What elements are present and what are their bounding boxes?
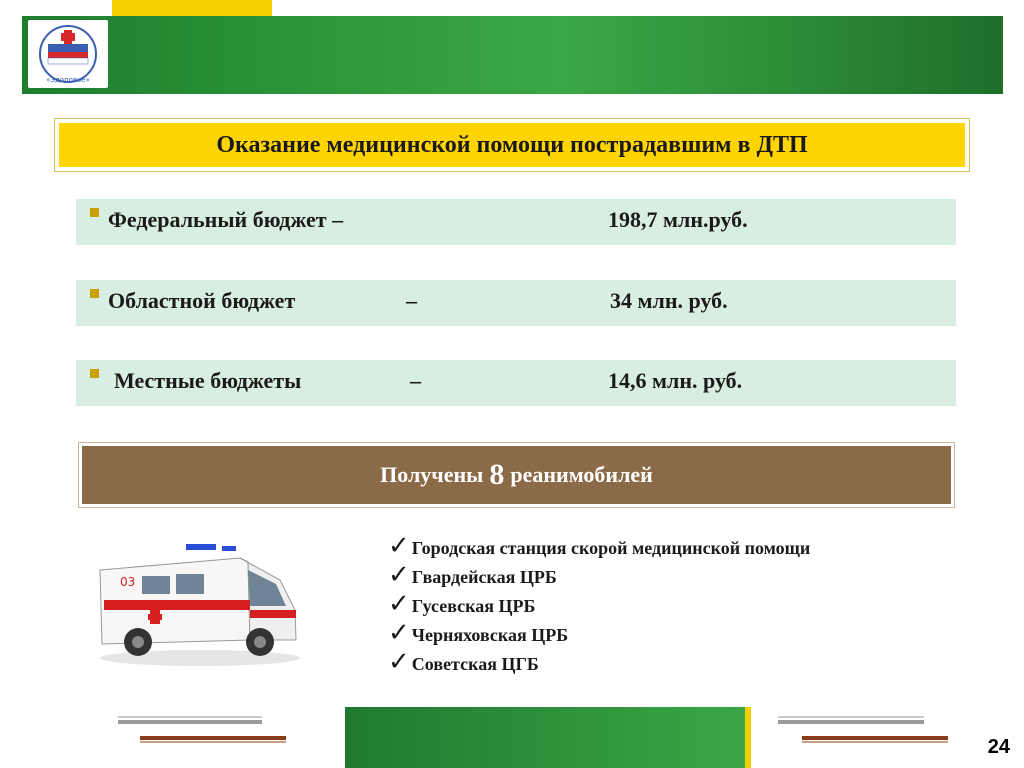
budget-dash: – (410, 368, 421, 393)
budget-amount: 14,6 млн. руб. (608, 368, 743, 393)
list-item: ✓ Черняховская ЦРБ (388, 618, 569, 648)
budget-amount: 198,7 млн.руб. (608, 207, 748, 232)
budget-label: Местные бюджеты (114, 368, 302, 393)
logo (28, 20, 108, 88)
list-item: ✓ Гвардейская ЦРБ (388, 560, 557, 590)
list-item: ✓ Городская станция скорой медицинской помощи (388, 531, 811, 561)
budget-row-federal (76, 199, 956, 245)
banner-number: 8 (489, 458, 505, 491)
page-title: Оказание медицинской помощи пострадавшим в ДТП (59, 123, 965, 167)
banner-prefix: Получены (380, 462, 484, 487)
check-icon: ✓ (388, 647, 410, 677)
budget-row-regional (76, 280, 956, 326)
banner-suffix: реанимобилей (510, 462, 653, 487)
footer-divider (802, 741, 948, 743)
number-plate-text: 03 (120, 575, 136, 589)
footer-divider (140, 741, 286, 743)
footer-divider (118, 720, 262, 724)
footer-divider (118, 716, 262, 718)
check-icon: ✓ (388, 618, 410, 648)
list-item: ✓ Гусевская ЦРБ (388, 589, 536, 619)
footer-divider (802, 736, 948, 740)
bullet-icon (90, 369, 99, 378)
ambulance-banner (78, 442, 955, 508)
bullet-icon (90, 289, 99, 298)
list-item: ✓ Советская ЦГБ (388, 647, 539, 677)
bullet-icon (90, 208, 99, 217)
title-box (54, 118, 970, 172)
budget-label: Областной бюджет (108, 288, 296, 313)
budget-dash: – (406, 288, 417, 313)
budget-label: Федеральный бюджет – (108, 207, 344, 232)
check-icon: ✓ (388, 531, 410, 561)
footer-divider (778, 716, 924, 718)
budget-row-local (76, 360, 956, 406)
ambulance-icon (90, 540, 310, 670)
top-accent-bar (112, 0, 272, 16)
check-icon: ✓ (388, 589, 410, 619)
page-number: 24 (987, 736, 1010, 758)
footer-accent (745, 707, 751, 768)
header-band (22, 16, 1003, 94)
budget-amount: 34 млн. руб. (610, 288, 728, 313)
ambulance-image (90, 540, 310, 670)
footer-band (345, 707, 745, 768)
check-icon: ✓ (388, 560, 410, 590)
logo-text: «Здоровье» (46, 76, 90, 84)
footer-divider (140, 736, 286, 740)
footer-divider (778, 720, 924, 724)
cross-star-logo-icon (28, 20, 108, 88)
